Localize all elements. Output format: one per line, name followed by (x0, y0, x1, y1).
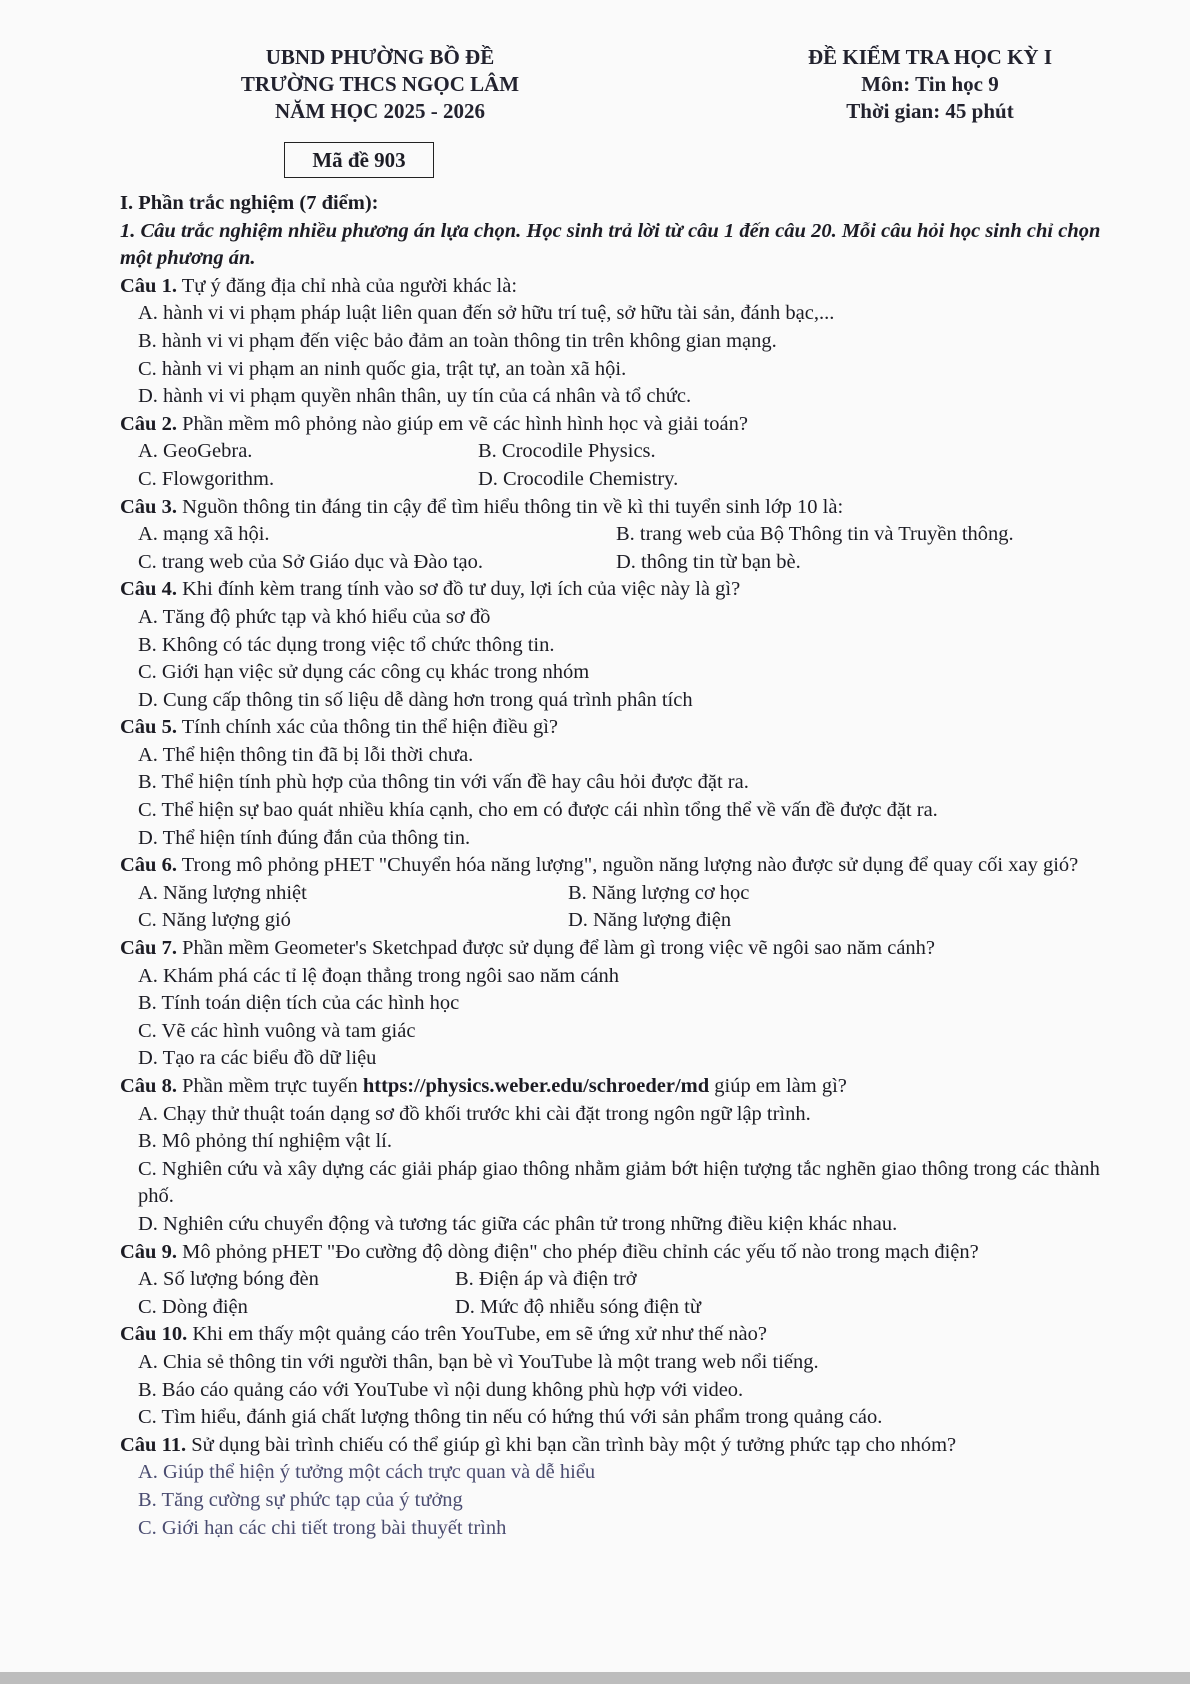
url-text: https://physics.weber.edu/schroeder/md (362, 1075, 710, 1097)
section-title: I. Phần trắc nghiệm (7 điểm): (120, 192, 379, 214)
question-10 (120, 1321, 1130, 1349)
question-3 (120, 494, 1130, 522)
exam-content (120, 190, 1130, 1542)
option-a: A. Thể hiện thông tin đã bị lỗi thời chưa. (138, 743, 474, 766)
option-c: C. Giới hạn việc sử dụng các công cụ khác trong nhóm (138, 661, 590, 684)
option-c: C. Dòng điện (138, 1295, 248, 1318)
option-b: B. Năng lượng cơ học (568, 881, 750, 904)
exam-header (770, 44, 1090, 125)
question-label: Câu 11. (120, 1433, 187, 1456)
question-text: Nguồn thông tin đáng tin cậy để tìm hiểu thông tin về kì thi tuyển sinh lớp 10 là: (176, 495, 844, 518)
question-6 (120, 852, 1130, 880)
option-d: D. Cung cấp thông tin số liệu dễ dàng hơn trong quá trình phân tích (138, 688, 693, 711)
option-a: A. GeoGebra. (138, 440, 253, 463)
question-2 (120, 411, 1130, 439)
question-label: Câu 6. (120, 854, 177, 877)
question-label: Câu 1. (120, 274, 177, 297)
question-label: Câu 10. (120, 1323, 188, 1346)
option-a: A. Chạy thử thuật toán dạng sơ đồ khối trước khi cài đặt trong ngôn ngữ lập trình. (138, 1102, 811, 1125)
option-row (120, 880, 1130, 908)
option-b: B. Thể hiện tính phù hợp của thông tin với vấn đề hay câu hỏi được đặt ra. (138, 771, 749, 794)
question-text: Tự ý đăng địa chỉ nhà của người khác là: (176, 274, 518, 297)
option-b: B. Tính toán diện tích của các hình học (138, 992, 460, 1015)
option-b: B. Crocodile Physics. (478, 440, 656, 463)
exam-code-box: Mã đề 903 (284, 142, 434, 178)
option-d: D. thông tin từ bạn bè. (616, 550, 801, 573)
option-c: C. hành vi vi phạm an ninh quốc gia, trật tự, an toàn xã hội. (138, 357, 627, 380)
question-label: Câu 3. (120, 495, 177, 518)
school-header (180, 44, 580, 125)
option-a: A. Năng lượng nhiệt (138, 881, 307, 904)
question-label: Câu 4. (120, 578, 177, 601)
option-b: B. Mô phỏng thí nghiệm vật lí. (138, 1130, 392, 1153)
question-label: Câu 8. (120, 1075, 177, 1097)
question-4 (120, 576, 1130, 604)
school-year: NĂM HỌC 2025 - 2026 (275, 99, 485, 123)
option-d: D. Nghiên cứu chuyển động và tương tác giữa các phân tử trong những điều kiện khác nhau. (138, 1212, 898, 1235)
option-c: C. trang web của Sở Giáo dục và Đào tạo. (138, 550, 484, 573)
question-5 (120, 714, 1130, 742)
question-11 (120, 1432, 1130, 1460)
option-d: D. Thể hiện tính đúng đắn của thông tin. (138, 826, 471, 849)
option-b: B. Điện áp và điện trở (455, 1268, 637, 1291)
question-text-end: giúp em làm gì? (709, 1075, 847, 1097)
option-a: A. Số lượng bóng đèn (138, 1268, 319, 1291)
option-c: C. Năng lượng gió (138, 909, 291, 932)
option-c: C. Thể hiện sự bao quát nhiều khía cạnh, cho em có được cái nhìn tổng thể về vấn đề được đặt ra. (138, 799, 938, 822)
option-row (120, 1294, 1130, 1322)
option-d: D. hành vi vi phạm quyền nhân thân, uy tín của cá nhân và tổ chức. (138, 385, 692, 408)
option-b: B. hành vi vi phạm đến việc bảo đảm an toàn thông tin trên không gian mạng. (138, 329, 777, 352)
option-c: C. Giới hạn các chi tiết trong bài thuyết trình (138, 1516, 507, 1539)
question-text: Phần mềm mô phỏng nào giúp em vẽ các hình hình học và giải toán? (176, 412, 748, 435)
question-text: Khi đính kèm trang tính vào sơ đồ tư duy, lợi ích của việc này là gì? (176, 578, 741, 601)
question-text: Phần mềm Geometer's Sketchpad được sử dụng để làm gì trong việc vẽ ngôi sao năm cánh? (176, 937, 936, 960)
option-d: D. Mức độ nhiễu sóng điện từ (455, 1295, 701, 1318)
option-row (120, 549, 1130, 577)
question-9 (120, 1239, 1130, 1267)
question-label: Câu 5. (120, 716, 177, 739)
question-text: Tính chính xác của thông tin thể hiện điều gì? (176, 716, 559, 739)
question-8 (120, 1073, 1130, 1101)
question-text: Phần mềm trực tuyến (176, 1075, 363, 1097)
question-text: Sử dụng bài trình chiếu có thể giúp gì khi bạn cần trình bày một ý tưởng phức tạp cho nhóm? (186, 1433, 957, 1456)
option-c: C. Flowgorithm. (138, 467, 275, 490)
option-c: C. Vẽ các hình vuông và tam giác (138, 1019, 416, 1042)
question-text: Khi em thấy một quảng cáo trên YouTube, em sẽ ứng xử như thế nào? (187, 1323, 767, 1346)
option-d: D. Crocodile Chemistry. (478, 467, 679, 490)
option-b: B. Tăng cường sự phức tạp của ý tưởng (138, 1488, 463, 1511)
option-a: A. Chia sẻ thông tin với người thân, bạn bè vì YouTube là một trang web nổi tiếng. (138, 1350, 819, 1373)
option-row (120, 1266, 1130, 1294)
option-row (120, 466, 1130, 494)
exam-title: ĐỀ KIỂM TRA HỌC KỲ I (807, 45, 1053, 69)
school-name: TRƯỜNG THCS NGỌC LÂM (240, 72, 520, 96)
question-label: Câu 9. (120, 1240, 177, 1263)
option-d: D. Tạo ra các biểu đồ dữ liệu (138, 1047, 377, 1070)
option-a: A. Khám phá các tỉ lệ đoạn thẳng trong ngôi sao năm cánh (138, 964, 620, 987)
option-d: D. Năng lượng điện (568, 909, 732, 932)
option-b: B. Không có tác dụng trong việc tổ chức thông tin. (138, 633, 555, 656)
question-label: Câu 7. (120, 937, 177, 960)
scan-border (0, 1672, 1190, 1684)
subject: Môn: Tin học 9 (861, 72, 999, 96)
option-b: B. Báo cáo quảng cáo với YouTube vì nội dung không phù hợp với video. (138, 1378, 744, 1401)
ward-name: UBND PHƯỜNG BỒ ĐỀ (265, 45, 495, 69)
option-b: B. trang web của Bộ Thông tin và Truyền thông. (616, 523, 1014, 546)
instruction: 1. Câu trắc nghiệm nhiều phương án lựa chọn. Học sinh trả lời từ câu 1 đến câu 20. Mỗi câu hỏi học sinh chỉ chọn một phương án. (120, 219, 1101, 270)
duration: Thời gian: 45 phút (846, 99, 1014, 123)
question-7 (120, 935, 1130, 963)
option-c: C. Nghiên cứu và xây dựng các giải pháp giao thông nhằm giảm bớt hiện tượng tắc nghẽn giao thông trong các thành phố. (138, 1157, 1100, 1208)
option-row (120, 907, 1130, 935)
question-1 (120, 273, 1130, 301)
question-text: Trong mô phỏng pHET "Chuyển hóa năng lượng", nguồn năng lượng nào được sử dụng để quay cối xay gió? (176, 854, 1079, 877)
option-a: A. mạng xã hội. (138, 523, 270, 546)
option-a: A. Giúp thể hiện ý tưởng một cách trực quan và dễ hiểu (138, 1461, 596, 1484)
question-text: Mô phỏng pHET "Đo cường độ dòng điện" cho phép điều chỉnh các yếu tố nào trong mạch điện? (176, 1240, 979, 1263)
option-row (120, 438, 1130, 466)
question-label: Câu 2. (120, 412, 177, 435)
option-a: A. hành vi vi phạm pháp luật liên quan đến sở hữu trí tuệ, sở hữu tài sản, đánh bạc,... (138, 302, 835, 325)
option-c: C. Tìm hiểu, đánh giá chất lượng thông tin nếu có hứng thú với sản phẩm trong quảng cáo. (138, 1406, 883, 1429)
option-row (120, 521, 1130, 549)
option-a: A. Tăng độ phức tạp và khó hiểu của sơ đồ (138, 605, 491, 628)
